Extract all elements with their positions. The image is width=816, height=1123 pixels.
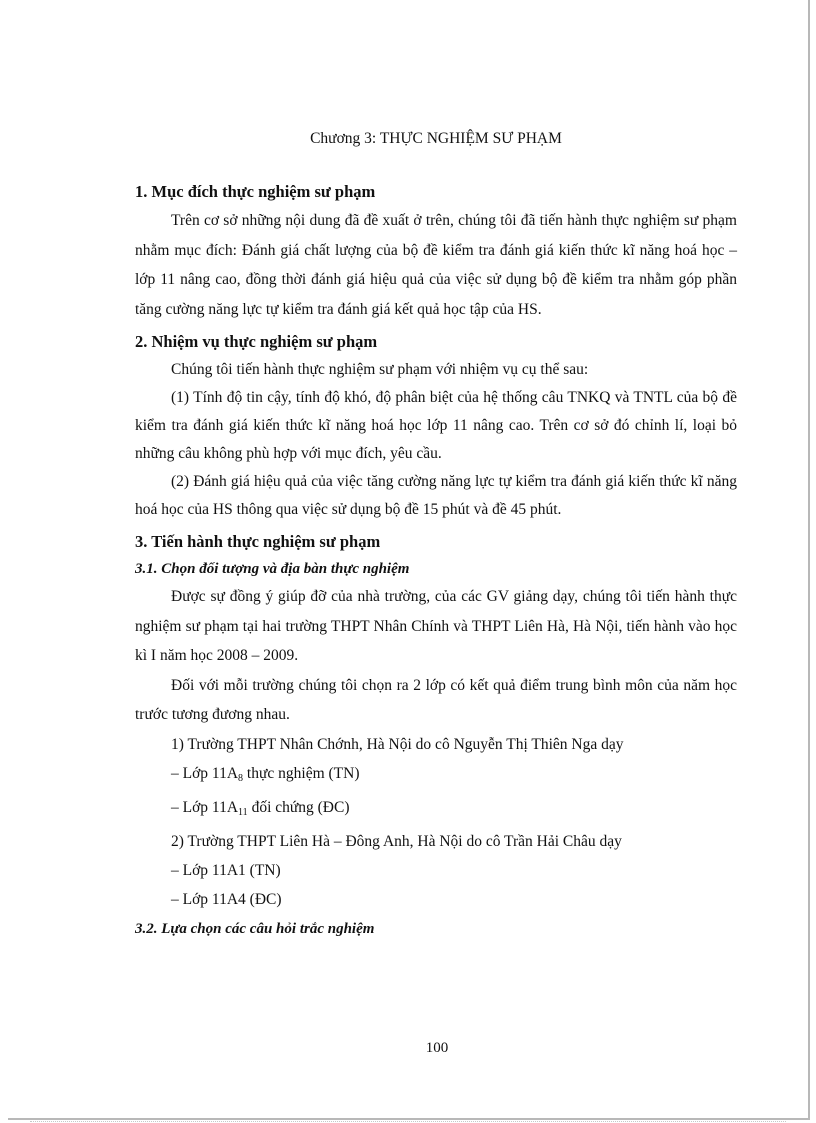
section-2-heading: 2. Nhiệm vụ thực nghiệm sư phạm	[135, 332, 378, 351]
subsection-3-1-heading: 3.1. Chọn đối tượng và địa bàn thực nghiệm	[135, 561, 410, 577]
section-2-task-1: (1) Tính độ tin cậy, tính độ khó, độ phân biệt của hệ thống câu TNKQ và TNTL của bộ đề kiểm tra đánh giá kiến thức kĩ năng hoá học lớp 11 nâng cao. Trên cơ sở đó chỉnh lí, loại bỏ những câu không phù hợp với mục đích, yêu cầu.	[135, 389, 737, 462]
class-prefix: – Lớp 11A	[171, 764, 239, 782]
school-1-class-control	[135, 793, 737, 827]
chapter-title	[135, 130, 737, 148]
section-2-intro: Chúng tôi tiến hành thực nghiệm sư phạm với nhiệm vụ cụ thể sau:	[171, 361, 589, 378]
class-suffix: đối chứng (ĐC)	[247, 798, 350, 816]
school-2: 2) Trường THPT Liên Hà – Đông Anh, Hà Nội do cô Trần Hải Châu dạy	[171, 832, 622, 850]
class-suffix: thực nghiệm (TN)	[243, 764, 360, 782]
page-number: 100	[425, 1040, 449, 1056]
section-3-heading: 3. Tiến hành thực nghiệm sư phạm	[135, 532, 381, 551]
section-2-task-2: (2) Đánh giá hiệu quả của việc tăng cường năng lực tự kiểm tra đánh giá kiến thức kĩ năng hoá học của HS thông qua việc sử dụng bộ đề 15 phút và đề 45 phút.	[135, 473, 737, 518]
school-2-class-experimental: – Lớp 11A1 (TN)	[171, 861, 281, 879]
page-content	[135, 130, 737, 942]
page-separator	[30, 1121, 786, 1122]
subsection-3-1-paragraph-1: Được sự đồng ý giúp đỡ của nhà trường, của các GV giảng dạy, chúng tôi tiến hành thực nghiệm sư phạm tại hai trường THPT Nhân Chính và THPT Liên Hà, Hà Nội, tiến hành vào học kì I năm học 2008 – 2009.	[135, 588, 737, 664]
class-subscript: 8	[238, 772, 244, 784]
school-1: 1) Trường THPT Nhân Chớnh, Hà Nội do cô Nguyễn Thị Thiên Nga dạy	[171, 735, 624, 753]
subsection-3-1-paragraph-2: Đối với mỗi trường chúng tôi chọn ra 2 lớp có kết quả điểm trung bình môn của năm học trước tương đương nhau.	[135, 676, 737, 723]
chapter-name: THỰC NGHIỆM SƯ PHẠM	[379, 130, 562, 147]
school-2-class-control: – Lớp 11A4 (ĐC)	[171, 890, 282, 908]
section-1-heading: 1. Mục đích thực nghiệm sư phạm	[135, 182, 376, 201]
class-prefix: – Lớp 11A	[171, 798, 239, 816]
subsection-3-2-heading: 3.2. Lựa chọn các câu hỏi trắc nghiệm	[135, 920, 375, 937]
chapter-label: Chương 3:	[310, 130, 377, 147]
section-1-paragraph: Trên cơ sở những nội dung đã đề xuất ở trên, chúng tôi đã tiến hành thực nghiệm sư phạm nhằm mục đích: Đánh giá chất lượng của bộ đề kiểm tra đánh giá kiến thức kĩ năng hoá học – lớp 11 nâng cao, đồng thời đánh giá hiệu quả của việc sử dụng bộ đề kiểm tra nhằm góp phần tăng cường năng lực tự kiểm tra đánh giá kết quả học tập của HS.	[135, 212, 737, 318]
school-1-class-experimental	[135, 759, 737, 793]
class-subscript: 11	[238, 806, 248, 818]
